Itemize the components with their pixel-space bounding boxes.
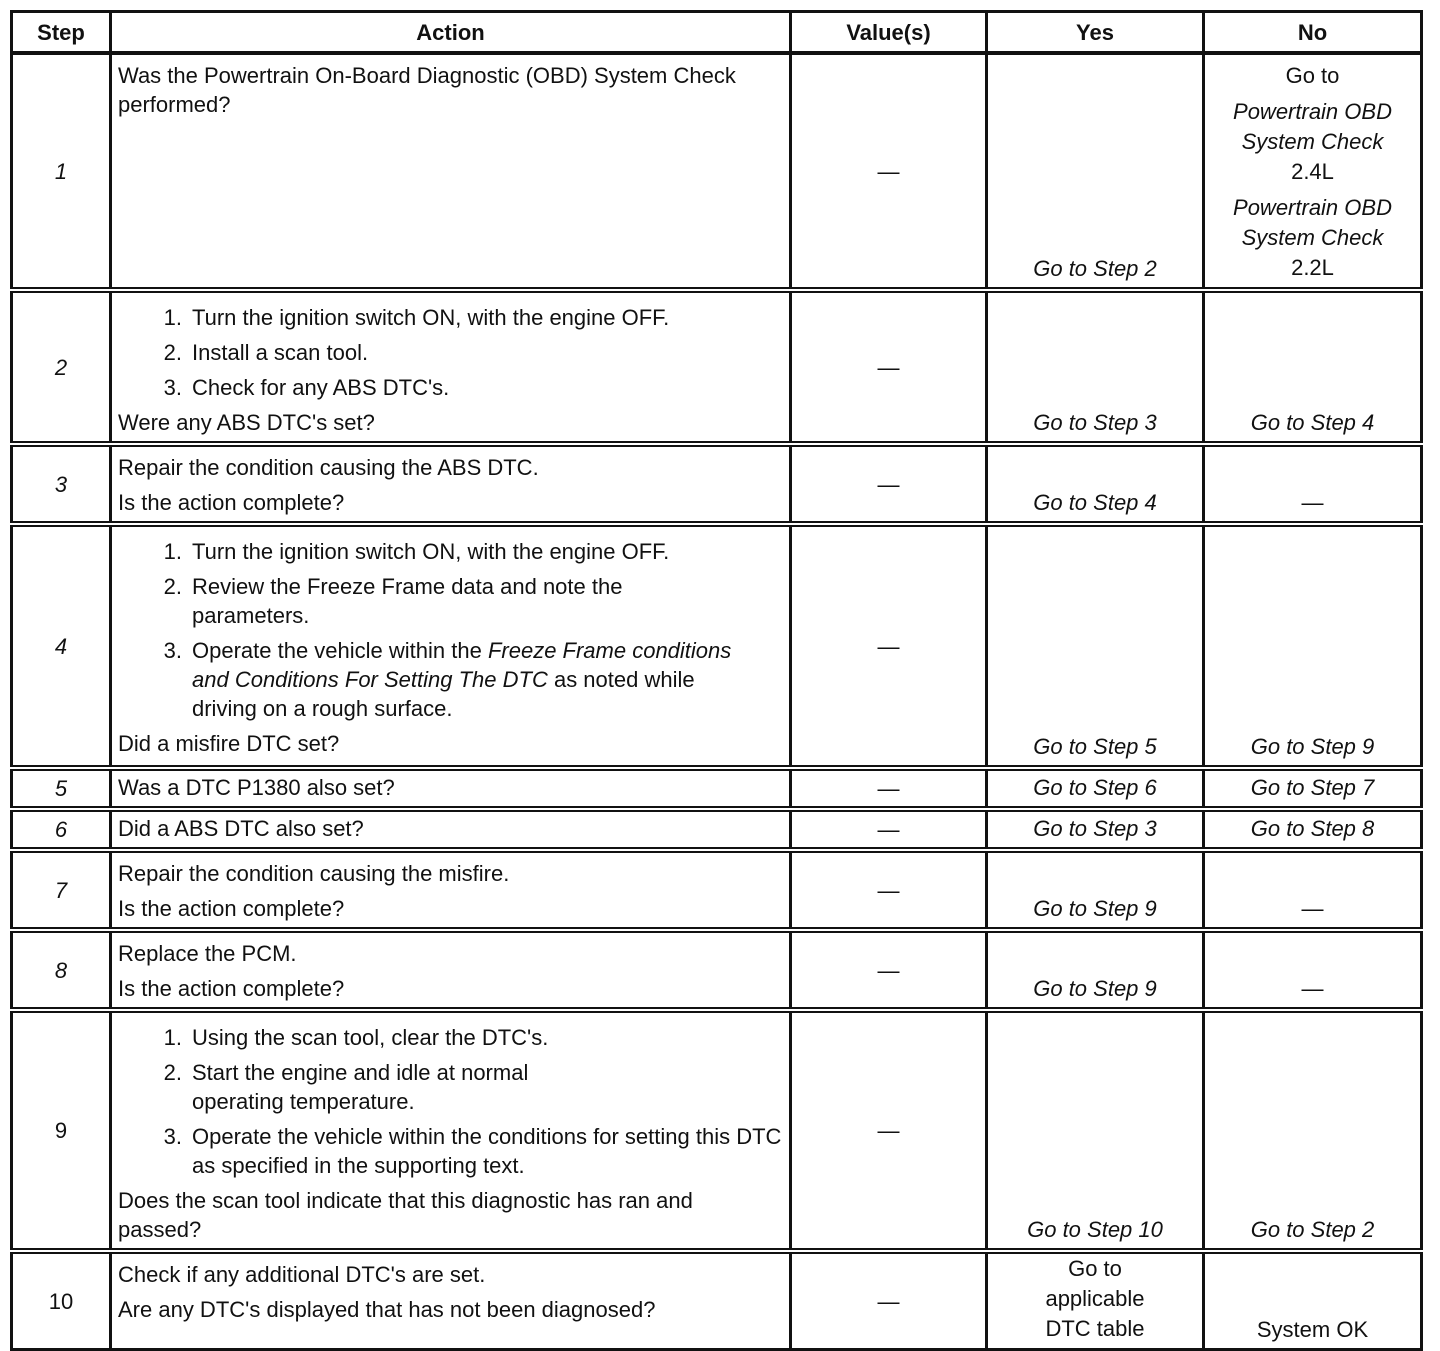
- action-list: [118, 537, 783, 723]
- no-cell: [1204, 53, 1422, 290]
- step-number: 8: [12, 930, 111, 1010]
- value-cell: —: [791, 290, 987, 444]
- no-prefix: Go to: [1285, 63, 1340, 88]
- yes-cell: Go to applicable DTC table: [987, 1251, 1204, 1350]
- header-values: Value(s): [791, 12, 987, 54]
- list-item: 1. Using the scan tool, clear the DTC's.: [163, 1025, 549, 1050]
- action-list: [118, 303, 783, 402]
- action-cell: [111, 850, 791, 930]
- step-number: 4: [12, 524, 111, 768]
- list-item: 2. Review the Freeze Frame data and note the parameters.: [163, 574, 623, 628]
- table-row: [12, 809, 1422, 850]
- no-reference-1: Powertrain OBD System Check: [1233, 99, 1392, 154]
- no-cell: Go to Step 8: [1204, 809, 1422, 850]
- step-number: 9: [12, 1010, 111, 1251]
- diagnostic-table: [10, 10, 1423, 1351]
- action-question: Is the action complete?: [118, 896, 345, 921]
- list-item: 2. Start the engine and idle at normal operating temperature.: [163, 1060, 529, 1114]
- no-cell: —: [1204, 850, 1422, 930]
- value-cell: —: [791, 1010, 987, 1251]
- step-number: 7: [12, 850, 111, 930]
- action-text: Was a DTC P1380 also set?: [118, 775, 395, 800]
- step-number: 5: [12, 768, 111, 809]
- step-number: 3: [12, 444, 111, 524]
- action-question: Did a misfire DTC set?: [118, 731, 340, 756]
- yes-cell: Go to Step 3: [987, 809, 1204, 850]
- step-number: 6: [12, 809, 111, 850]
- header-no: No: [1204, 12, 1422, 54]
- yes-cell: Go to Step 4: [987, 444, 1204, 524]
- no-reference-2: Powertrain OBD System Check: [1233, 195, 1392, 250]
- action-text: Replace the PCM.: [118, 941, 297, 966]
- value-cell: —: [791, 444, 987, 524]
- table-row: [12, 768, 1422, 809]
- value-cell: —: [791, 1251, 987, 1350]
- step-number: 10: [12, 1251, 111, 1350]
- table-row: [12, 290, 1422, 444]
- yes-cell: Go to Step 6: [987, 768, 1204, 809]
- step-number: 2: [12, 290, 111, 444]
- action-question: Does the scan tool indicate that this diagnostic has ran and passed?: [118, 1188, 693, 1242]
- action-cell: [111, 290, 791, 444]
- list-item: 2. Install a scan tool.: [163, 340, 369, 365]
- action-text: Repair the condition causing the ABS DTC.: [118, 455, 539, 480]
- list-item: 1. Turn the ignition switch ON, with the engine OFF.: [163, 305, 670, 330]
- action-text: Was the Powertrain On-Board Diagnostic (OBD) System Check performed?: [118, 63, 736, 117]
- table-row: [12, 444, 1422, 524]
- action-question: Is the action complete?: [118, 490, 345, 515]
- yes-cell: Go to Step 5: [987, 524, 1204, 768]
- action-cell: [111, 444, 791, 524]
- header-step: Step: [12, 12, 111, 54]
- no-cell: Go to Step 4: [1204, 290, 1422, 444]
- action-cell: [111, 809, 791, 850]
- action-question: Are any DTC's displayed that has not been diagnosed?: [118, 1297, 656, 1322]
- value-cell: —: [791, 53, 987, 290]
- list-item: 3. Operate the vehicle within the conditions for setting this DTC as specified in the supporting text.: [163, 1124, 782, 1178]
- action-question: Is the action complete?: [118, 976, 345, 1001]
- action-list: [118, 1023, 783, 1180]
- value-cell: —: [791, 850, 987, 930]
- list-item: 1. Turn the ignition switch ON, with the engine OFF.: [163, 539, 670, 564]
- step-number: 1: [12, 53, 111, 290]
- action-cell: [111, 930, 791, 1010]
- value-cell: —: [791, 768, 987, 809]
- header-action: Action: [111, 12, 791, 54]
- action-text: Did a ABS DTC also set?: [118, 816, 364, 841]
- yes-cell: Go to Step 10: [987, 1010, 1204, 1251]
- value-cell: —: [791, 524, 987, 768]
- action-text: Repair the condition causing the misfire.: [118, 861, 510, 886]
- header-yes: Yes: [987, 12, 1204, 54]
- table-row: [12, 524, 1422, 768]
- action-cell: [111, 524, 791, 768]
- list-item: 3. Check for any ABS DTC's.: [163, 375, 450, 400]
- no-engine-1: 2.4L: [1291, 159, 1334, 184]
- table-row: [12, 1010, 1422, 1251]
- table-row: [12, 850, 1422, 930]
- no-engine-2: 2.2L: [1291, 255, 1334, 280]
- no-cell: System OK: [1204, 1251, 1422, 1350]
- action-cell: [111, 768, 791, 809]
- no-cell: —: [1204, 930, 1422, 1010]
- action-question: Were any ABS DTC's set?: [118, 410, 375, 435]
- value-cell: —: [791, 930, 987, 1010]
- table-row: [12, 1251, 1422, 1350]
- header-row: [12, 12, 1422, 54]
- no-cell: —: [1204, 444, 1422, 524]
- no-cell: Go to Step 7: [1204, 768, 1422, 809]
- table-row: [12, 53, 1422, 290]
- no-cell: Go to Step 2: [1204, 1010, 1422, 1251]
- action-cell: [111, 1251, 791, 1350]
- yes-cell: Go to Step 3: [987, 290, 1204, 444]
- yes-cell: Go to Step 2: [987, 53, 1204, 290]
- no-cell: Go to Step 9: [1204, 524, 1422, 768]
- action-cell: [111, 1010, 791, 1251]
- action-text: Check if any additional DTC's are set.: [118, 1262, 486, 1287]
- yes-cell: Go to Step 9: [987, 850, 1204, 930]
- list-item: 3. Operate the vehicle within the Freeze Frame conditions and Conditions For Setting The DTC as noted while driving on a rough surface.: [163, 638, 732, 721]
- table-row: [12, 930, 1422, 1010]
- yes-cell: Go to Step 9: [987, 930, 1204, 1010]
- value-cell: —: [791, 809, 987, 850]
- action-cell: [111, 53, 791, 290]
